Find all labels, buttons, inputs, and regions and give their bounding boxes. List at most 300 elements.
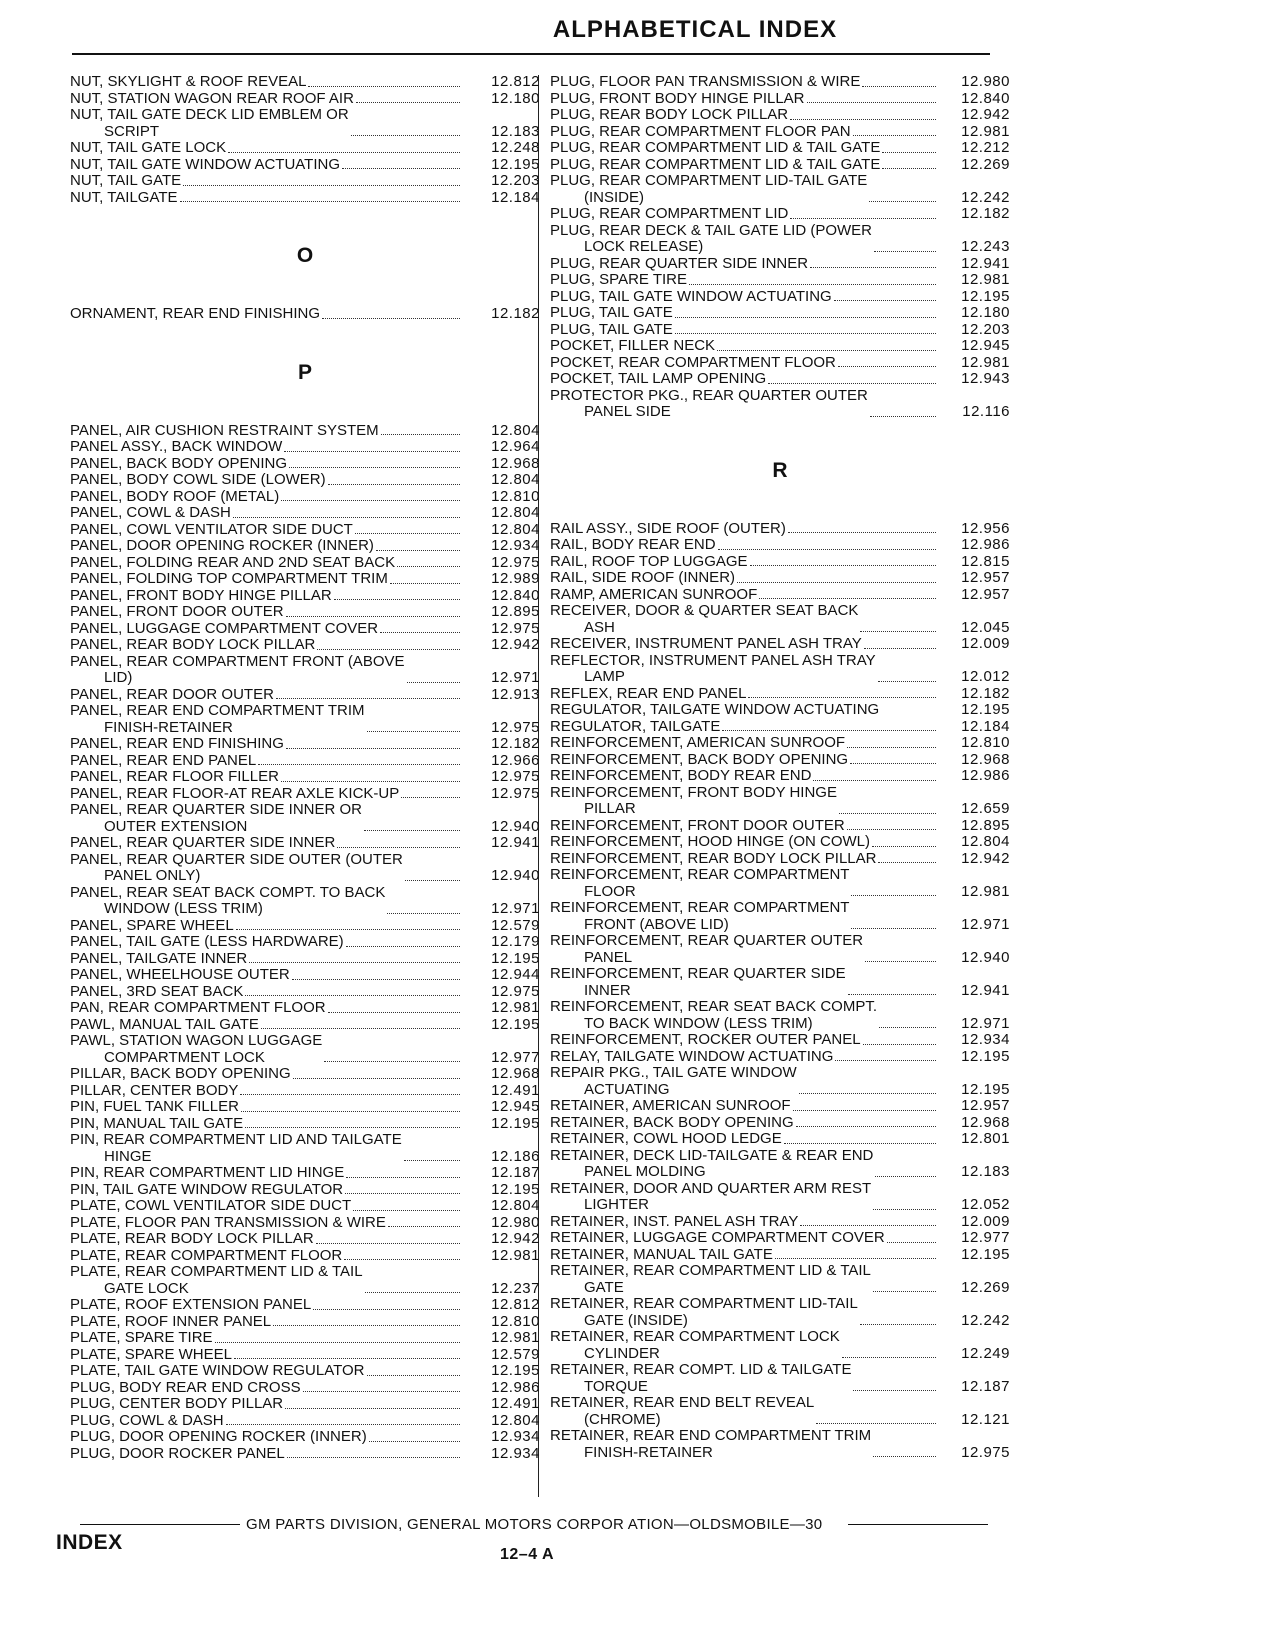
index-entry-text: [550, 338, 938, 355]
index-entry: [70, 1429, 540, 1446]
index-entry-text: [70, 753, 462, 770]
index-entry-lines: [70, 1099, 239, 1116]
index-entry-label: RAIL, BODY REAR END: [550, 536, 716, 553]
index-entry-label: RELAY, TAILGATE WINDOW ACTUATING: [550, 1047, 834, 1065]
index-entry: [550, 999, 1010, 1032]
index-entry-lines: [550, 1131, 782, 1148]
index-entry: [550, 1230, 1010, 1247]
index-entry-lines: [550, 91, 805, 108]
index-entry-continuation: GATE (INSIDE): [584, 1311, 688, 1329]
index-entry-page: 12.491: [491, 1081, 540, 1099]
dot-leader: [878, 680, 936, 682]
dot-leader: [345, 1192, 460, 1194]
index-entry-continuation: FINISH-RETAINER: [584, 1443, 713, 1461]
index-entry: [70, 157, 540, 174]
dot-leader: [258, 763, 460, 765]
index-entry: [550, 785, 1010, 818]
index-entry-label: RETAINER, BACK BODY OPENING: [550, 1113, 794, 1131]
index-entry: [550, 256, 1010, 273]
index-entry: [550, 223, 1010, 256]
dot-leader: [337, 846, 460, 848]
index-entry: [70, 1182, 540, 1199]
index-entry-label: NUT, TAILGATE: [70, 188, 178, 206]
index-entry-page: 12.242: [961, 1311, 1010, 1329]
index-entry-page: 12.195: [961, 1080, 1010, 1098]
index-entry-lines: [550, 603, 858, 636]
index-entry-continuation: FRONT (ABOVE LID): [584, 915, 729, 933]
dot-leader: [872, 845, 936, 847]
index-entry: [70, 588, 540, 605]
index-entry: [550, 768, 1010, 785]
index-entry-text: [550, 537, 938, 554]
index-entry-text: [70, 1083, 462, 1100]
index-entry-lines: [70, 984, 243, 1001]
index-entry-page: 12.180: [491, 89, 540, 107]
dot-leader: [346, 945, 460, 947]
index-entry: [70, 1264, 540, 1297]
dot-leader: [286, 747, 460, 749]
index-entry: [550, 966, 1010, 999]
index-entry: [550, 1214, 1010, 1231]
index-entry-label: RETAINER, REAR COMPT. LID & TAILGATE: [550, 1361, 852, 1378]
index-entry-label: POCKET, FILLER NECK: [550, 337, 716, 354]
index-entry-lines: [550, 851, 876, 868]
index-entry-lines: [70, 439, 282, 456]
section-letter: O: [296, 244, 314, 267]
index-entry-lines: [550, 752, 848, 769]
index-entry-text: [550, 173, 938, 206]
index-entry-page: 12.237: [491, 1279, 540, 1297]
index-entry-lines: [70, 786, 399, 803]
index-entry-label: REINFORCEMENT, REAR QUARTER OUTER: [550, 932, 864, 949]
index-entry-text: [550, 1214, 938, 1231]
index-entry-continuation: PILLAR: [584, 800, 636, 817]
index-entry: [550, 537, 1010, 554]
index-entry-page: 12.184: [961, 717, 1010, 735]
index-entry-text: [70, 1429, 462, 1446]
dot-leader: [369, 1440, 460, 1442]
index-entry-page: 12.195: [961, 1047, 1010, 1065]
index-entry-continuation: LOCK RELEASE): [584, 238, 704, 255]
index-entry: [70, 835, 540, 852]
index-entry-page: 12.491: [491, 1395, 540, 1412]
dot-leader: [869, 200, 936, 202]
index-entry-text: [70, 538, 462, 555]
dot-leader: [405, 879, 460, 881]
index-entry-text: [550, 124, 938, 141]
index-entry-text: [70, 1000, 462, 1017]
dot-leader: [285, 1407, 460, 1409]
index-entry-page: 12.957: [961, 569, 1010, 586]
index-entry-lines: [70, 74, 306, 91]
dot-leader: [234, 1357, 460, 1359]
index-entry-text: [550, 74, 938, 91]
index-entry-lines: [70, 1215, 386, 1232]
dot-leader: [834, 299, 936, 301]
index-entry-lines: [550, 1329, 840, 1362]
index-entry-page: 12.957: [961, 1097, 1010, 1114]
index-entry-page: 12.195: [961, 701, 1010, 718]
index-entry: [70, 1083, 540, 1100]
index-entry-lines: [70, 1314, 271, 1331]
index-entry-lines: [70, 654, 405, 687]
index-entry-text: [550, 1428, 938, 1461]
dot-leader: [292, 978, 460, 980]
index-entry-text: [70, 934, 462, 951]
index-entry-text: [70, 885, 462, 918]
index-entry: [550, 140, 1010, 157]
index-entry: [550, 355, 1010, 372]
index-entry-lines: [550, 933, 863, 966]
dot-leader: [356, 101, 460, 103]
index-entry-text: [70, 140, 462, 157]
index-entry-continuation: LID): [104, 669, 133, 686]
index-entry-label: PANEL, REAR BODY LOCK PILLAR: [70, 636, 316, 653]
index-entry-page: 12.203: [491, 172, 540, 189]
index-entry-text: [70, 1363, 462, 1380]
index-entry-page: 12.804: [491, 520, 540, 538]
dot-leader: [281, 499, 460, 501]
dot-leader: [864, 647, 936, 649]
index-entry-label: PLUG, REAR COMPARTMENT LID & TAIL GATE: [550, 139, 881, 156]
dot-leader: [874, 250, 936, 252]
index-entry: [70, 1446, 540, 1463]
index-entry-lines: [70, 157, 340, 174]
index-entry-text: [550, 1263, 938, 1296]
index-entry-label: RAMP, AMERICAN SUNROOF: [550, 585, 758, 603]
index-entry-lines: [550, 570, 735, 587]
index-entry-text: [550, 1296, 938, 1329]
footer-rule-left: [80, 1524, 240, 1525]
index-entry-label: PLUG, REAR COMPARTMENT LID: [550, 205, 789, 222]
index-entry-page: 12.182: [961, 684, 1010, 702]
index-entry-page: 12.981: [491, 1246, 540, 1264]
index-entry: [70, 1066, 540, 1083]
index-entry-page: 12.248: [491, 139, 540, 156]
index-entry-label: POCKET, REAR COMPARTMENT FLOOR: [550, 353, 836, 371]
index-entry-lines: [70, 1380, 301, 1397]
index-entry-continuation: FLOOR: [584, 882, 636, 900]
index-entry: [550, 388, 1010, 421]
index-entry-continuation: WINDOW (LESS TRIM): [104, 900, 263, 917]
index-entry-page: 12.195: [491, 949, 540, 967]
index-entry-text: [70, 522, 462, 539]
index-entry-lines: [550, 1362, 851, 1395]
index-entry-lines: [550, 900, 849, 933]
index-entry-lines: [550, 735, 845, 752]
index-entry-lines: [550, 1247, 773, 1264]
index-entry: [70, 1297, 540, 1314]
dot-leader: [289, 466, 460, 468]
index-entry-lines: [70, 1165, 344, 1182]
index-entry-lines: [70, 1083, 238, 1100]
index-entry-continuation: OUTER EXTENSION: [104, 817, 248, 835]
index-entry-label: PANEL, BODY COWL SIDE (LOWER): [70, 471, 326, 488]
dot-leader: [226, 1423, 460, 1425]
index-entry-lines: [70, 1297, 311, 1314]
index-entry-page: 12.934: [491, 1444, 540, 1462]
index-entry-lines: [550, 74, 860, 91]
dot-leader: [853, 1389, 936, 1391]
index-entry-label: PLUG, REAR COMPARTMENT LID-TAIL GATE: [550, 172, 868, 189]
index-entry-continuation: (INSIDE): [584, 188, 644, 206]
dot-leader: [346, 1176, 460, 1178]
index-entry-page: 12.187: [961, 1377, 1010, 1395]
dot-leader: [850, 762, 936, 764]
index-entry-label: PANEL ASSY., BACK WINDOW: [70, 438, 283, 455]
index-entry-lines: [70, 1017, 259, 1034]
dot-leader: [367, 1374, 461, 1376]
index-entry: [550, 173, 1010, 206]
index-entry-page: 12.801: [961, 1130, 1010, 1147]
index-entry-lines: [550, 289, 832, 306]
index-entry-text: [70, 786, 462, 803]
index-entry-text: [550, 653, 938, 686]
index-entry-page: 12.942: [961, 106, 1010, 123]
dot-leader: [228, 151, 460, 153]
dot-leader: [737, 581, 936, 583]
index-entry-label: PANEL, 3RD SEAT BACK: [70, 982, 244, 1000]
index-entry: [70, 423, 540, 440]
dot-leader: [183, 184, 460, 186]
index-entry: [550, 1395, 1010, 1428]
index-entry: [70, 769, 540, 786]
index-entry-text: [70, 687, 462, 704]
index-entry: [550, 338, 1010, 355]
index-entry-label: REINFORCEMENT, AMERICAN SUNROOF: [550, 734, 846, 751]
index-entry-label: PLUG, FRONT BODY HINGE PILLAR: [550, 89, 805, 107]
index-entry: [550, 289, 1010, 306]
index-entry-text: [70, 91, 462, 108]
index-entry: [550, 719, 1010, 736]
index-entry-text: [70, 621, 462, 638]
index-entry-page: 12.195: [491, 1114, 540, 1132]
index-entry-label: NUT, TAIL GATE: [70, 172, 182, 189]
index-entry-page: 12.804: [961, 833, 1010, 850]
dot-leader: [342, 167, 460, 169]
section-spacer: [70, 268, 540, 306]
dot-leader: [847, 746, 936, 748]
index-entry-label: RECEIVER, DOOR & QUARTER SEAT BACK: [550, 602, 859, 619]
index-entry-label: REPAIR PKG., TAIL GATE WINDOW: [550, 1064, 797, 1081]
index-entry-label: PLUG, BODY REAR END CROSS: [70, 1378, 301, 1396]
index-entry: [70, 802, 540, 835]
dot-leader: [878, 861, 936, 863]
index-entry-lines: [550, 338, 715, 355]
index-entry-label: PLATE, TAIL GATE WINDOW REGULATOR: [70, 1362, 365, 1379]
index-entry-lines: [70, 736, 284, 753]
index-entry-lines: [550, 206, 788, 223]
dot-leader: [722, 729, 936, 731]
index-entry: [70, 1116, 540, 1133]
index-entry-lines: [550, 999, 877, 1032]
index-entry-page: 12.804: [491, 504, 540, 521]
index-entry-label: PLUG, REAR COMPARTMENT LID & TAIL GATE: [550, 155, 881, 173]
index-entry-label: PANEL, REAR END PANEL: [70, 751, 257, 769]
index-entry-text: [70, 951, 462, 968]
index-entry-text: [70, 571, 462, 588]
index-entry-lines: [70, 1347, 232, 1364]
index-entry-text: [70, 852, 462, 885]
index-entry-text: [70, 1297, 462, 1314]
index-entry-text: [550, 570, 938, 587]
index-entry: [70, 885, 540, 918]
index-entry-label: PLATE, ROOF EXTENSION PANEL: [70, 1296, 312, 1313]
index-entry-page: 12.810: [491, 1312, 540, 1330]
index-entry-text: [70, 967, 462, 984]
dot-leader: [848, 993, 936, 995]
index-entry: [550, 933, 1010, 966]
index-entry-continuation: ACTUATING: [584, 1080, 670, 1098]
index-entry-page: 12.195: [491, 1180, 540, 1198]
index-entry-label: REINFORCEMENT, ROCKER OUTER PANEL: [550, 1031, 861, 1048]
index-entry-text: [550, 702, 938, 719]
index-entry-page: 12.980: [491, 1213, 540, 1231]
index-entry-text: [550, 272, 938, 289]
index-entry-page: 12.195: [961, 1245, 1010, 1263]
index-entry-text: [70, 835, 462, 852]
index-entry: [550, 653, 1010, 686]
dot-leader: [303, 1390, 460, 1392]
index-entry-lines: [550, 653, 876, 686]
index-entry-text: [70, 1314, 462, 1331]
dot-leader: [675, 316, 936, 318]
index-entry-text: [70, 157, 462, 174]
dot-leader: [799, 1092, 936, 1094]
index-entry-page: 12.195: [961, 287, 1010, 305]
index-entry-lines: [70, 522, 353, 539]
dot-leader: [249, 961, 460, 963]
index-entry-text: [70, 736, 462, 753]
index-entry-text: [550, 206, 938, 223]
index-entry-lines: [550, 834, 870, 851]
index-entry: [70, 1099, 540, 1116]
index-entry-text: [550, 289, 938, 306]
index-entry: [70, 489, 540, 506]
index-entry: [550, 1049, 1010, 1066]
index-entry: [550, 603, 1010, 636]
index-entry-lines: [550, 768, 811, 785]
index-entry-label: PANEL, WHEELHOUSE OUTER: [70, 966, 290, 983]
dot-leader: [839, 812, 936, 814]
index-entry-label: REFLEX, REAR END PANEL: [550, 684, 747, 702]
dot-leader: [879, 1026, 936, 1028]
index-entry-lines: [70, 423, 379, 440]
footer-section-label: INDEX: [56, 1531, 123, 1554]
index-entry: [550, 1115, 1010, 1132]
dot-leader: [807, 101, 936, 103]
index-entry-lines: [70, 190, 178, 207]
index-entry-page: 12.934: [961, 1031, 1010, 1048]
dot-leader: [813, 779, 936, 781]
index-entry-continuation: COMPARTMENT LOCK: [104, 1048, 265, 1066]
index-entry-page: 12.804: [491, 1411, 540, 1429]
index-entry-page: 12.986: [491, 1378, 540, 1396]
index-entry-text: [550, 157, 938, 174]
dot-leader: [380, 631, 460, 633]
index-entry-continuation: TO BACK WINDOW (LESS TRIM): [584, 1014, 813, 1032]
index-entry-continuation: HINGE: [104, 1147, 152, 1165]
index-entry-text: [70, 1248, 462, 1265]
index-entry-page: 12.243: [961, 238, 1010, 255]
index-entry-text: [550, 223, 938, 256]
index-entry-page: 12.971: [961, 1014, 1010, 1032]
index-entry-lines: [550, 1428, 871, 1461]
index-entry: [550, 636, 1010, 653]
index-entry-label: PANEL, REAR QUARTER SIDE OUTER (OUTER: [70, 850, 403, 868]
index-entry-lines: [70, 1330, 213, 1347]
dot-leader: [851, 894, 936, 896]
index-entry-lines: [70, 505, 231, 522]
index-entry-label: PANEL, FRONT DOOR OUTER: [70, 603, 284, 620]
index-entry-page: 12.975: [491, 784, 540, 802]
index-entry: [70, 1413, 540, 1430]
index-entry-text: [550, 91, 938, 108]
index-entry-continuation: GATE LOCK: [104, 1279, 189, 1297]
dot-leader: [388, 1225, 460, 1227]
index-entry: [70, 107, 540, 140]
index-entry-page: 12.945: [491, 1098, 540, 1115]
index-entry-label: PIN, REAR COMPARTMENT LID HINGE: [70, 1164, 345, 1181]
index-entry: [550, 371, 1010, 388]
index-entry-lines: [550, 686, 746, 703]
dot-leader: [328, 1011, 460, 1013]
index-entry-page: 12.249: [961, 1344, 1010, 1362]
index-entry-text: [550, 719, 938, 736]
index-entry-page: 12.968: [961, 750, 1010, 768]
dot-leader: [404, 1159, 460, 1161]
index-entry: [70, 1396, 540, 1413]
index-entry-lines: [70, 621, 378, 638]
index-entry-page: 12.840: [491, 586, 540, 604]
index-entry-lines: [550, 966, 846, 999]
index-entry-label: PAN, REAR COMPARTMENT FLOOR: [70, 999, 326, 1016]
index-entry-label: RECEIVER, INSTRUMENT PANEL ASH TRAY: [550, 635, 862, 652]
index-entry-lines: [70, 555, 395, 572]
index-entry-text: [70, 472, 462, 489]
index-entry-text: [550, 1032, 938, 1049]
index-entry-lines: [550, 173, 867, 206]
index-entry-text: [550, 1131, 938, 1148]
index-entry-lines: [70, 456, 287, 473]
index-entry-text: [70, 1330, 462, 1347]
index-entry-label: PLATE, ROOF INNER PANEL: [70, 1312, 272, 1330]
index-entry-label: PANEL, COWL VENTILATOR SIDE DUCT: [70, 520, 353, 538]
index-entry-label: PLATE, SPARE WHEEL: [70, 1345, 232, 1363]
index-entry-lines: [70, 967, 290, 984]
index-entry-lines: [70, 1396, 283, 1413]
index-entry-page: 12.934: [491, 537, 540, 554]
index-entry-label: PLUG, SPARE TIRE: [550, 271, 687, 288]
index-entry: [550, 1131, 1010, 1148]
index-entry-label: PANEL, FOLDING TOP COMPARTMENT TRIM: [70, 570, 388, 587]
index-entry-label: REINFORCEMENT, REAR BODY LOCK PILLAR: [550, 849, 877, 867]
index-entry: [550, 272, 1010, 289]
index-entry: [550, 834, 1010, 851]
index-entry-lines: [550, 1181, 871, 1214]
dot-leader: [287, 1456, 460, 1458]
index-entry: [550, 686, 1010, 703]
index-entry-page: 12.956: [961, 519, 1010, 537]
index-entry-page: 12.989: [491, 570, 540, 587]
index-entry-label: PANEL, REAR END COMPARTMENT TRIM: [70, 702, 365, 719]
index-entry: [70, 456, 540, 473]
index-entry-page: 12.269: [961, 155, 1010, 173]
index-entry-page: 12.981: [961, 353, 1010, 371]
index-entry: [70, 1000, 540, 1017]
index-entry-page: 12.579: [491, 1345, 540, 1363]
index-entry-label: PIN, MANUAL TAIL GATE: [70, 1114, 244, 1132]
